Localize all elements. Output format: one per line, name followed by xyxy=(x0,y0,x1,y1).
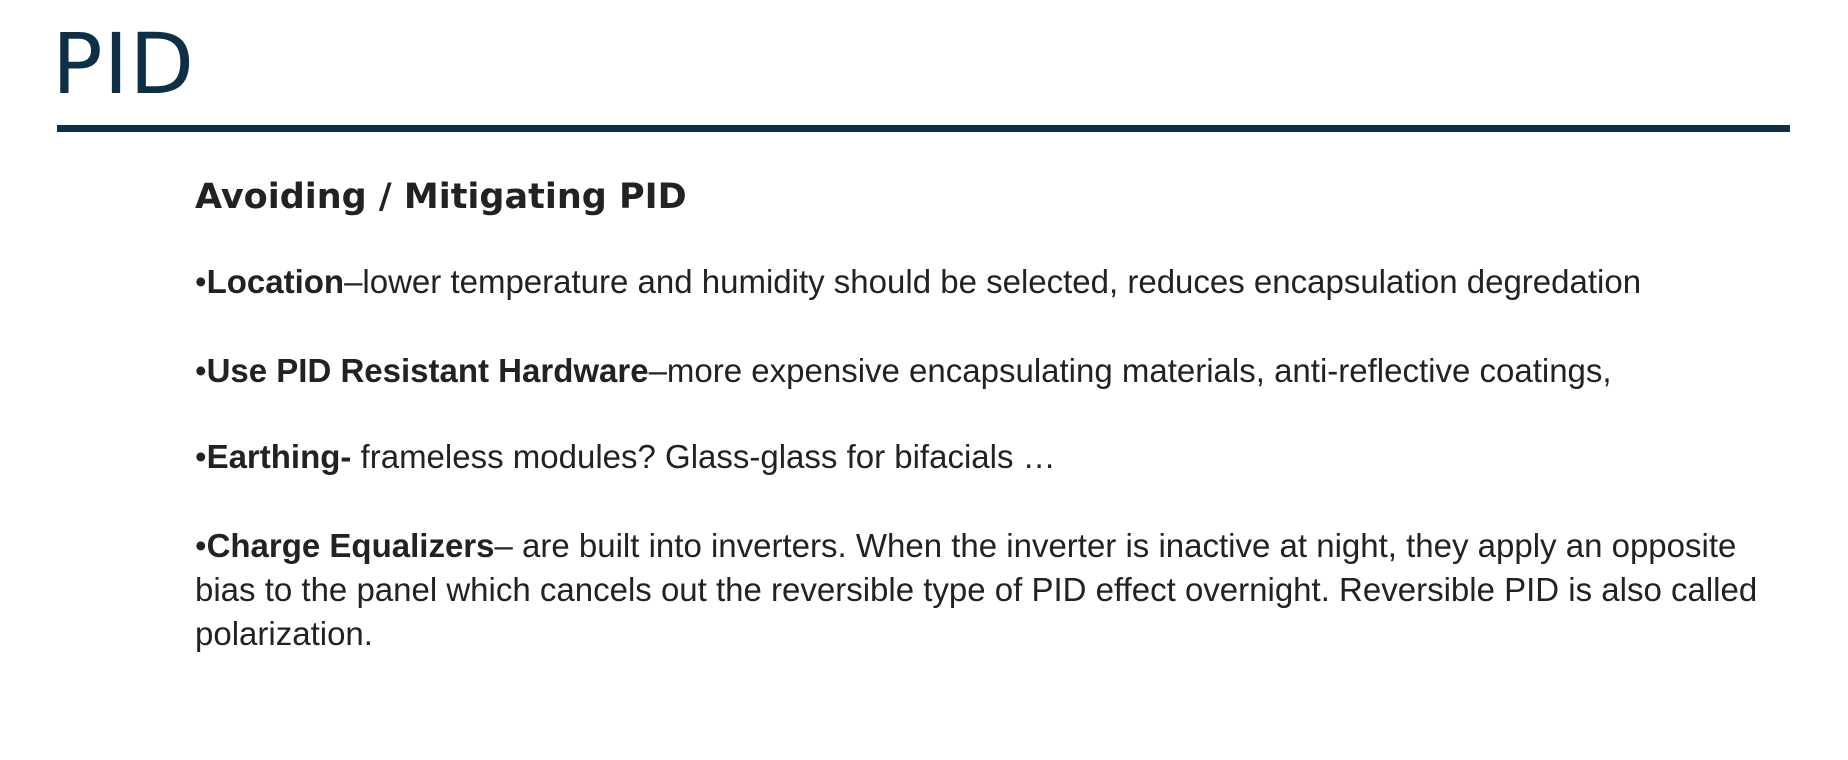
bullet-text: –lower temperature and humidity should be selected, reduces encapsulation degredation xyxy=(344,263,1642,300)
bullet-term: Location xyxy=(206,263,345,300)
bullet-text: frameless modules? Glass-glass for bifacials … xyxy=(351,438,1056,475)
slide-title: PID xyxy=(52,15,196,113)
slide-content xyxy=(195,176,1795,701)
bullet-marker: • xyxy=(195,352,207,389)
bullet-pid-resistant-hardware xyxy=(195,349,1795,393)
title-divider xyxy=(57,125,1790,132)
bullet-charge-equalizers xyxy=(195,524,1795,656)
bullet-marker: • xyxy=(195,263,207,300)
bullet-marker: • xyxy=(195,527,207,564)
bullet-term: Use PID Resistant Hardware xyxy=(206,352,649,389)
bullet-marker: • xyxy=(195,438,207,475)
bullet-location xyxy=(195,260,1795,304)
bullet-term: Charge Equalizers xyxy=(206,527,495,564)
bullet-term: Earthing- xyxy=(206,438,352,475)
section-heading: Avoiding / Mitigating PID xyxy=(195,177,687,217)
bullet-text: –more expensive encapsulating materials, anti-reflective coatings, xyxy=(648,352,1612,389)
bullet-earthing xyxy=(195,435,1795,479)
bullet-text: – are built into inverters. When the inverter is inactive at night, they apply an opposite bias to the panel which cancels out the reversible type of PID effect overnight. Reversible PID is also called polarization. xyxy=(195,527,1758,652)
